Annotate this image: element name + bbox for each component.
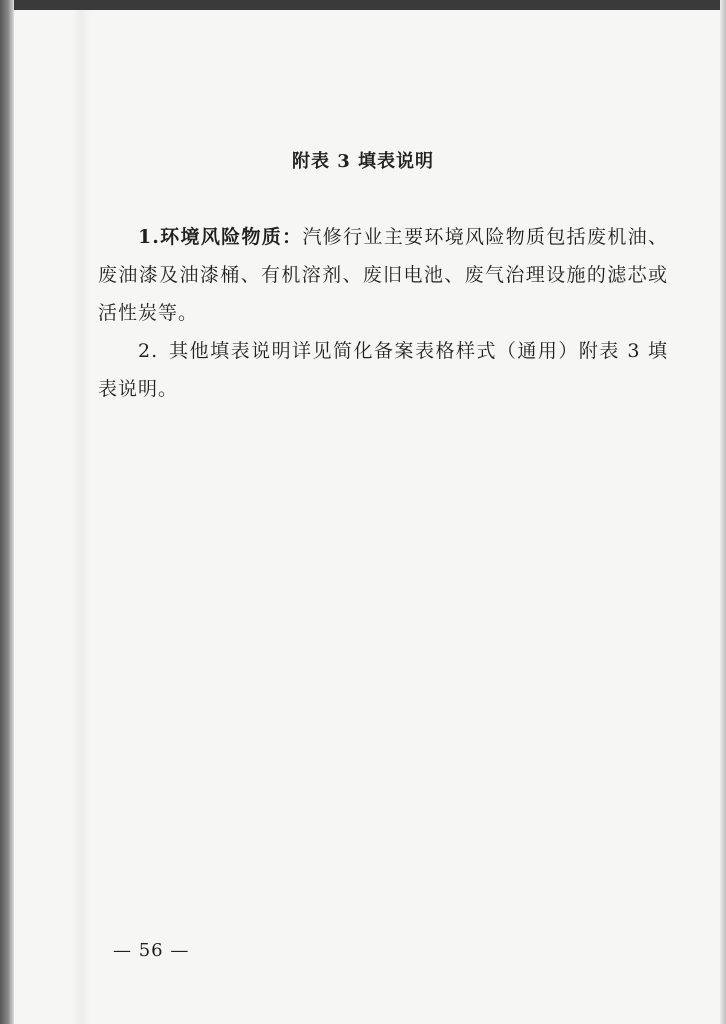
document-title: 附表 3 填表说明 [291, 151, 435, 172]
paragraph-2-number: 2. [138, 340, 159, 362]
document-body [98, 218, 668, 408]
paragraph-2 [98, 332, 668, 408]
paragraph-1-number: 1. [138, 226, 160, 248]
paragraph-1 [98, 218, 668, 332]
paragraph-1-heading: 环境风险物质： [159, 226, 303, 248]
paragraph-1-text: 汽修行业主要环境风险物质包括废机油、废油漆及油漆桶、有机溶剂、废旧电池、废气治理设施的滤芯或活性炭等。 [98, 226, 668, 324]
paragraph-2-text: 其他填表说明详见简化备案表格样式（通用）附表 3 填表说明。 [98, 340, 668, 400]
page-number: — 56 — [113, 940, 190, 961]
scan-top-edge [0, 0, 726, 10]
